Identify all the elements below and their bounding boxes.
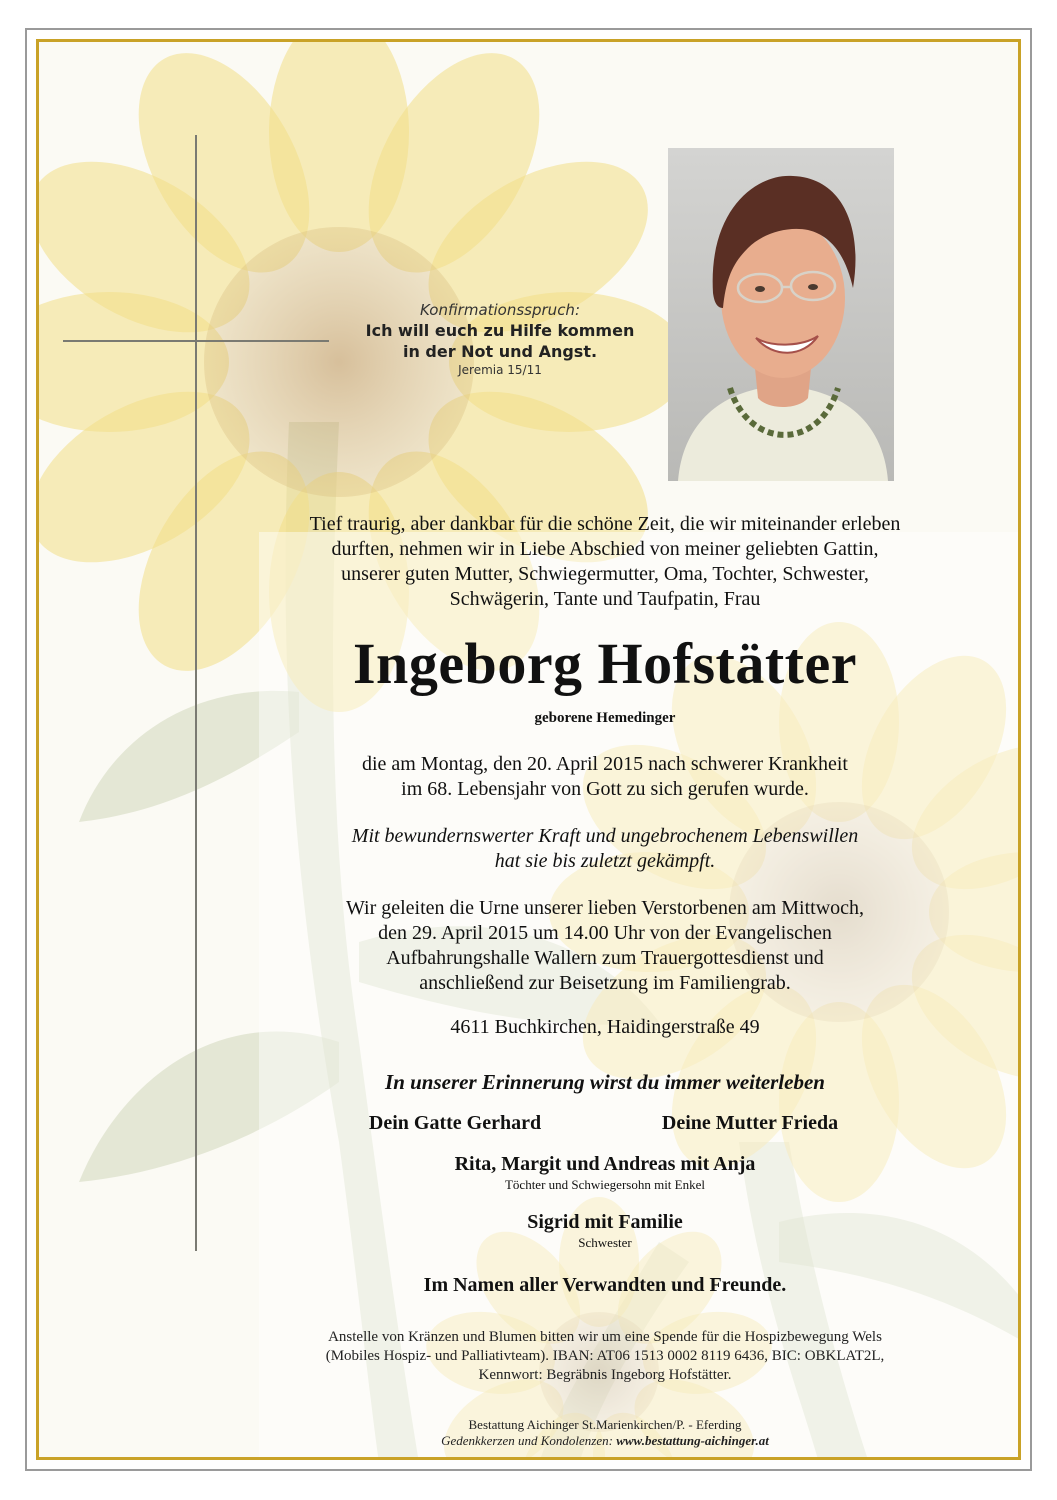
death-line: die am Montag, den 20. April 2015 nach schwerer Krankheit xyxy=(362,753,848,775)
memory-line: In unserer Erinnerung wirst du immer weiterleben xyxy=(385,1070,825,1094)
mourner-family-1 xyxy=(240,1152,970,1193)
death-notice xyxy=(240,752,970,802)
mourner-husband: Dein Gatte Gerhard xyxy=(368,1112,542,1134)
funeral-line: den 29. April 2015 um 14.00 Uhr von der Evangelischen xyxy=(378,922,832,944)
maiden-name: geborene Hemedinger xyxy=(534,710,676,726)
verse-label: Konfirmationsspruch: xyxy=(419,301,580,319)
family-names: Sigrid mit Familie xyxy=(527,1211,683,1233)
funeral-details xyxy=(240,896,970,996)
address: 4611 Buchkirchen, Haidingerstraße 49 xyxy=(450,1016,760,1038)
intro-line: Tief traurig, aber dankbar für die schöne Zeit, die wir miteinander erleben xyxy=(309,513,901,535)
verse-line-2: in der Not und Angst. xyxy=(402,342,598,361)
website-link[interactable]: www.bestattung-aichinger.at xyxy=(616,1433,769,1448)
condolence-line xyxy=(240,1433,970,1449)
family-names: Rita, Margit und Andreas mit Anja xyxy=(454,1153,756,1175)
deceased-name: Ingeborg Hofstätter xyxy=(352,631,857,696)
portrait-photo xyxy=(668,148,894,481)
donation-line: Anstelle von Kränzen und Blumen bitten wir um eine Spende für die Hospizbewegung Wels xyxy=(328,1329,882,1345)
intro-line: Schwägerin, Tante und Taufpatin, Frau xyxy=(449,588,761,610)
family-relation: Schwester xyxy=(578,1235,632,1250)
verse-line-1: Ich will euch zu Hilfe kommen xyxy=(365,321,635,340)
intro-line: durften, nehmen wir in Liebe Abschied von meiner geliebten Gattin, xyxy=(331,538,879,560)
cross-vertical-bar xyxy=(195,135,197,1251)
condolence-label: Gedenkkerzen und Kondolenzen: xyxy=(441,1433,613,1448)
confirmation-verse xyxy=(340,300,660,379)
funeral-line: anschließend zur Beisetzung im Familiengrab. xyxy=(419,972,791,994)
quote-line: Mit bewundernswerter Kraft und ungebrochenem Lebenswillen xyxy=(351,825,859,847)
intro-line: unserer guten Mutter, Schwiegermutter, Oma, Tochter, Schwester, xyxy=(341,563,869,585)
funeral-line: Aufbahrungshalle Wallern zum Trauergottesdienst und xyxy=(386,947,824,969)
tribute-quote xyxy=(240,824,970,874)
verse-reference: Jeremia 15/11 xyxy=(458,363,542,377)
intro-text xyxy=(240,512,970,612)
mourner-mother: Deine Mutter Frieda xyxy=(661,1112,839,1134)
death-line: im 68. Lebensjahr von Gott zu sich gerufen wurde. xyxy=(401,778,809,800)
family-relation: Töchter und Schwiegersohn mit Enkel xyxy=(504,1177,705,1192)
mourner-family-2 xyxy=(240,1210,970,1251)
funeral-line: Wir geleiten die Urne unserer lieben Verstorbenen am Mittwoch, xyxy=(345,897,865,919)
undertaker-line: Bestattung Aichinger St.Marienkirchen/P. - Eferding xyxy=(468,1417,742,1432)
donation-line: Kennwort: Begräbnis Ingeborg Hofstätter. xyxy=(478,1367,732,1383)
cross-horizontal-bar xyxy=(63,340,329,342)
donation-request xyxy=(230,1328,980,1385)
quote-line: hat sie bis zuletzt gekämpft. xyxy=(494,850,716,872)
donation-line: (Mobiles Hospiz- und Palliativteam). IBAN: AT06 1513 0002 8119 6436, BIC: OBKLAT2L, xyxy=(325,1348,885,1364)
all-relatives-line: Im Namen aller Verwandten und Freunde. xyxy=(423,1274,787,1296)
